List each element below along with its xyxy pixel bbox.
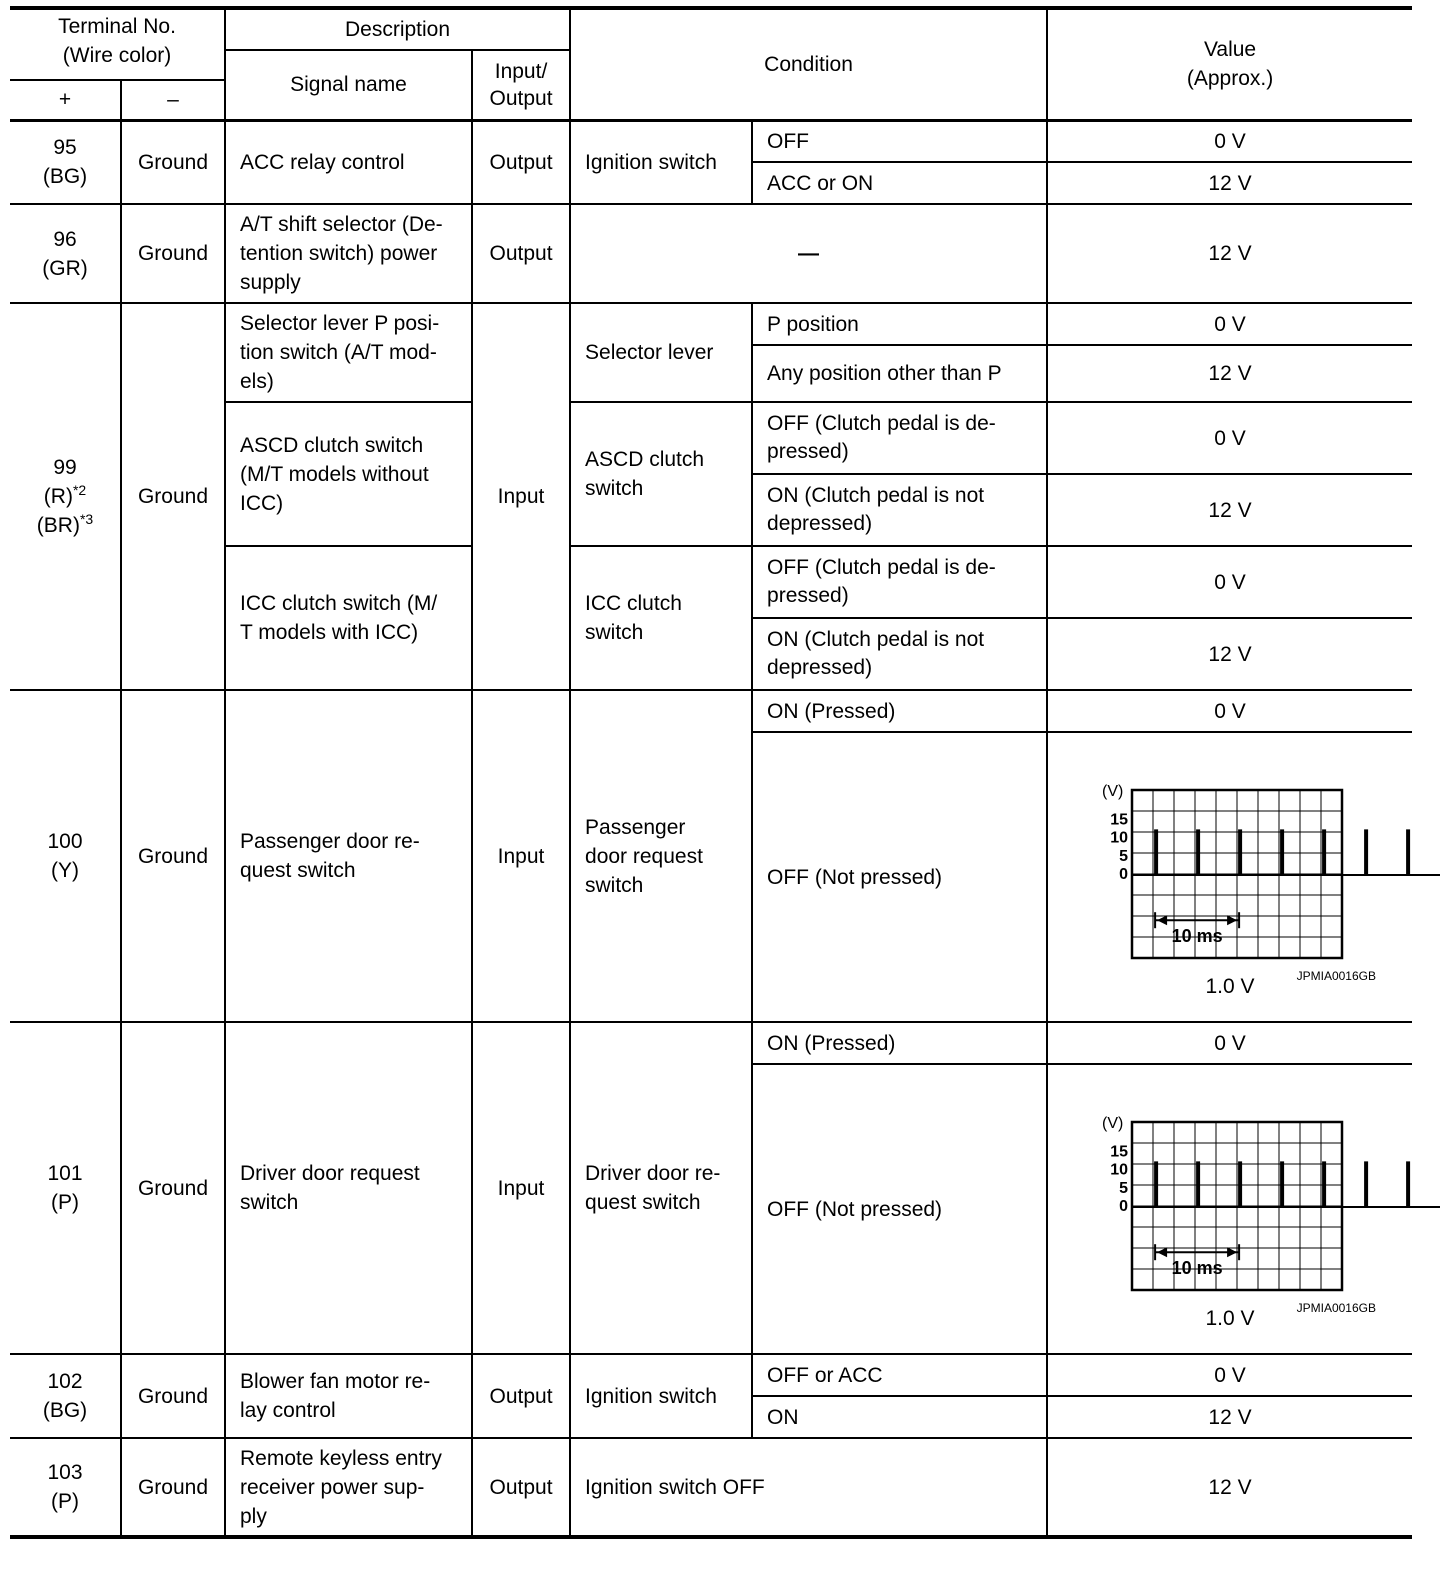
y-tick-label: 0: [1119, 1197, 1129, 1215]
signal-100: Passenger door re- quest switch: [225, 690, 472, 1022]
waveform-chart: [1080, 1092, 1380, 1315]
terminal-101: 101 (P): [10, 1022, 121, 1354]
io-101: Input: [472, 1022, 570, 1354]
header-signal-name: Signal name: [225, 50, 472, 120]
value-100-on: 0 V: [1047, 690, 1412, 732]
value-99-other: 12 V: [1047, 345, 1412, 402]
state-102-on: ON: [752, 1396, 1047, 1438]
value-99-p: 0 V: [1047, 303, 1412, 345]
condition-100: Passenger door request switch: [570, 690, 752, 1022]
signal-103: Remote keyless entry receiver power sup- ply: [225, 1438, 472, 1537]
terminal-99-wire-r: $(R)^{*2}$: [43, 482, 87, 508]
header-terminal: Terminal No. (Wire color): [10, 8, 225, 80]
waveform-value: 1.0 V: [1205, 974, 1255, 998]
figure-code: JPMIA0016GB: [1296, 1300, 1377, 1315]
ground-103: Ground: [121, 1438, 225, 1537]
state-99-ascd-off: OFF (Clutch pedal is de- pressed): [752, 402, 1047, 474]
ground-96: Ground: [121, 204, 225, 303]
state-99-icc-off: OFF (Clutch pedal is de- pressed): [752, 546, 1047, 618]
y-tick-label: 5: [1119, 1179, 1129, 1197]
value-96: 12 V: [1047, 204, 1412, 303]
condition-99-icc: ICC clutch switch: [570, 546, 752, 690]
state-101-off: OFF (Not pressed): [752, 1064, 1047, 1354]
arrow-head-left: [1157, 915, 1167, 925]
y-tick-label: 15: [1110, 1142, 1129, 1160]
arrow-head-right: [1227, 915, 1237, 925]
y-tick-label: 5: [1119, 847, 1129, 865]
value-101-on: 0 V: [1047, 1022, 1412, 1064]
value-95-off: 0 V: [1047, 120, 1412, 162]
state-102-off: OFF or ACC: [752, 1354, 1047, 1396]
arrow-head-left: [1157, 1247, 1167, 1257]
state-95-on: ACC or ON: [752, 162, 1047, 204]
y-tick-label: 10: [1110, 1161, 1129, 1179]
io-96: Output: [472, 204, 570, 303]
condition-103: Ignition switch OFF: [570, 1438, 1047, 1537]
ground-102: Ground: [121, 1354, 225, 1438]
terminal-spec-table: [10, 6, 1412, 1539]
terminal-95: 95 (BG): [10, 120, 121, 204]
figure-code: JPMIA0016GB: [1296, 968, 1377, 983]
value-100-off-cell: [1047, 732, 1412, 1022]
io-95: Output: [472, 120, 570, 204]
condition-99-ascd: ASCD clutch switch: [570, 402, 752, 546]
state-99-ascd-on: ON (Clutch pedal is not depressed): [752, 474, 1047, 546]
state-99-icc-on: ON (Clutch pedal is not depressed): [752, 618, 1047, 690]
state-100-on: ON (Pressed): [752, 690, 1047, 732]
y-unit-label: (V): [1102, 1114, 1124, 1132]
value-102-off: 0 V: [1047, 1354, 1412, 1396]
value-99-ascd-on: 12 V: [1047, 474, 1412, 546]
terminal-99: [10, 303, 121, 690]
condition-102: Ignition switch: [570, 1354, 752, 1438]
ground-95: Ground: [121, 120, 225, 204]
condition-96: —: [570, 204, 1047, 303]
signal-99-icc: ICC clutch switch (M/ T models with ICC): [225, 546, 472, 690]
terminal-99-wire-br: (BR)$^{*3}$: [36, 511, 94, 537]
time-scale-label: 10 ms: [1171, 925, 1223, 946]
value-102-on: 12 V: [1047, 1396, 1412, 1438]
signal-101: Driver door request switch: [225, 1022, 472, 1354]
ground-100: Ground: [121, 690, 225, 1022]
value-99-ascd-off: 0 V: [1047, 402, 1412, 474]
state-95-off: OFF: [752, 120, 1047, 162]
io-103: Output: [472, 1438, 570, 1537]
condition-99-selector: Selector lever: [570, 303, 752, 402]
state-99-other: Any position other than P: [752, 345, 1047, 402]
y-unit-label: (V): [1102, 782, 1124, 800]
header-condition: Condition: [570, 8, 1047, 120]
state-101-on: ON (Pressed): [752, 1022, 1047, 1064]
io-100: Input: [472, 690, 570, 1022]
waveform-chart: [1080, 760, 1380, 983]
io-99: Input: [472, 303, 570, 690]
signal-95: ACC relay control: [225, 120, 472, 204]
time-scale-label: 10 ms: [1171, 1257, 1223, 1278]
signal-99-ascd: ASCD clutch switch (M/T models without ICC): [225, 402, 472, 546]
terminal-96: 96 (GR): [10, 204, 121, 303]
y-tick-label: 10: [1110, 829, 1129, 847]
header-input-output: Input/ Output: [472, 50, 570, 120]
arrow-head-right: [1227, 1247, 1237, 1257]
value-95-on: 12 V: [1047, 162, 1412, 204]
value-99-icc-on: 12 V: [1047, 618, 1412, 690]
waveform-value: 1.0 V: [1205, 1306, 1255, 1330]
header-value: Value (Approx.): [1047, 8, 1412, 120]
terminal-103: 103 (P): [10, 1438, 121, 1537]
ground-99: Ground: [121, 303, 225, 690]
io-102: Output: [472, 1354, 570, 1438]
condition-95: Ignition switch: [570, 120, 752, 204]
signal-96: A/T shift selector (De- tention switch) power supply: [225, 204, 472, 303]
header-description: Description: [225, 8, 570, 50]
terminal-102: 102 (BG): [10, 1354, 121, 1438]
header-plus: +: [10, 80, 121, 120]
state-100-off: OFF (Not pressed): [752, 732, 1047, 1022]
value-101-off-cell: [1047, 1064, 1412, 1354]
y-tick-label: 15: [1110, 810, 1129, 828]
ground-101: Ground: [121, 1022, 225, 1354]
signal-99-selector: Selector lever P posi- tion switch (A/T mod- els): [225, 303, 472, 402]
header-minus: –: [121, 80, 225, 120]
condition-101: Driver door re- quest switch: [570, 1022, 752, 1354]
y-tick-label: 0: [1119, 865, 1129, 883]
terminal-100: 100 (Y): [10, 690, 121, 1022]
state-99-p: P position: [752, 303, 1047, 345]
signal-102: Blower fan motor re- lay control: [225, 1354, 472, 1438]
value-103: 12 V: [1047, 1438, 1412, 1537]
value-99-icc-off: 0 V: [1047, 546, 1412, 618]
terminal-99-number: 99: [53, 456, 77, 479]
